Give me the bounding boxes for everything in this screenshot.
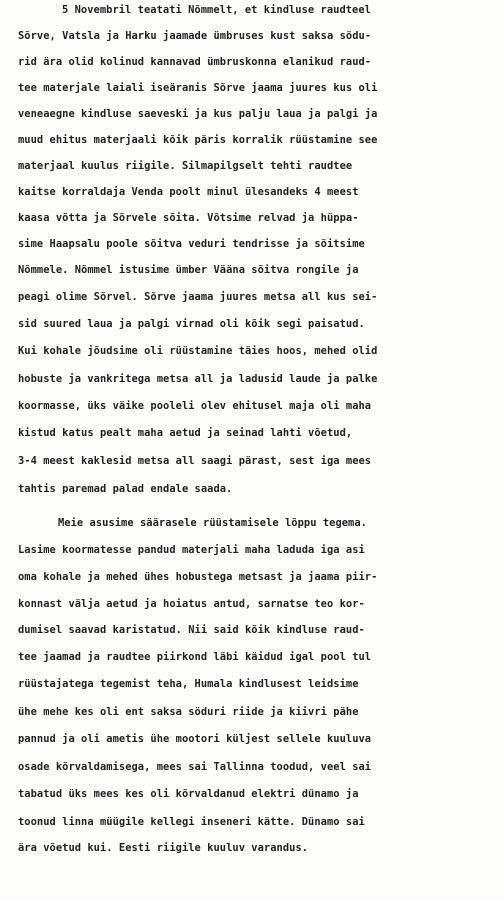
text-line: 5 Novembril teatati Nõmmelt, et kindluse raudteel: [62, 4, 371, 16]
text-line: tahtis paremad palad endale saada.: [18, 483, 233, 495]
text-line: ühe mehe kes oli ent saksa söduri riide ja kiivri pähe: [18, 706, 359, 718]
text-line: peagi olime Sõrvel. Sõrve jaama juures metsa all kus sei-: [18, 291, 378, 303]
text-line: Sõrve, Vatsla ja Harku jaamade ümbruses kust saksa södu-: [18, 30, 372, 42]
text-line: kistud katus pealt maha aetud ja seinad lahti võetud,: [18, 427, 353, 439]
text-line: rid ära olid kolinud kannavad ümbruskonna elanikud raud-: [18, 56, 372, 68]
text-line: oma kohale ja mehed ühes hobustega metsast ja jaama piir-: [18, 571, 378, 583]
text-line: veneaegne kindluse saeveski ja kus palju laua ja palgi ja: [18, 108, 378, 120]
text-line: pannud ja oli ametis ühe mootori küljest sellele kuuluva: [18, 733, 372, 745]
text-line: dumisel saavad karistatud. Nii said kõik kindluse raud-: [18, 624, 365, 636]
text-line: kaasa võtta ja Sõrvele sõita. Võtsime relvad ja hüppa-: [18, 212, 359, 224]
text-line: rüüstajatega tegemist teha, Humala kindlusest leidsime: [18, 678, 359, 690]
text-line: kaitse korraldaja Venda poolt minul ülesandeks 4 meest: [18, 186, 359, 198]
text-line: sime Haapsalu poole sõitva veduri tendrisse ja sõitsime: [18, 238, 365, 250]
text-line: Lasime koormatesse pandud materjali maha laduda iga asi: [18, 544, 365, 556]
text-line: toonud linna müügile kellegi inseneri kätte. Dünamo sai: [18, 816, 365, 828]
text-line: ära võetud kui. Eesti riigile kuuluv varandus.: [18, 842, 309, 854]
text-line: konnast välja aetud ja hoiatus antud, sarnatse teo kor-: [18, 598, 365, 610]
text-line: tabatud üks mees kes oli kõrvaldanud elektri dünamo ja: [18, 788, 359, 800]
text-line: Nõmmele. Nõmmel istusime ümber Vääna sõitva rongile ja: [18, 264, 359, 276]
text-line: hobuste ja vankritega metsa all ja ladusid laude ja palke: [18, 373, 378, 385]
text-line: tee materjale laiali iseäranis Sõrve jaama juures kus oli: [18, 82, 378, 94]
text-line: tee jaamad ja raudtee piirkond läbi käidud igal pool tul: [18, 651, 372, 663]
text-line: koormasse, üks väike pooleli olev ehitusel maja oli maha: [18, 400, 372, 412]
text-line: Meie asusime säärasele rüüstamisele lõppu tegema.: [58, 517, 367, 529]
text-line: Kui kohale jõudsime oli rüüstamine täies hoos, mehed olid: [18, 345, 378, 357]
text-line: muud ehitus materjaali kõik päris korralik rüüstamine see: [18, 134, 378, 146]
text-line: osade kõrvaldamisega, mees sai Tallinna toodud, veel sai: [18, 761, 372, 773]
text-line: sid suured laua ja palgi virnad oli kõik segi paisatud.: [18, 318, 365, 330]
text-line: 3-4 meest kaklesid metsa all saagi pärast, sest iga mees: [18, 455, 372, 467]
text-line: materjaal kuulus riigile. Silmapilgselt tehti raudtee: [18, 160, 353, 172]
